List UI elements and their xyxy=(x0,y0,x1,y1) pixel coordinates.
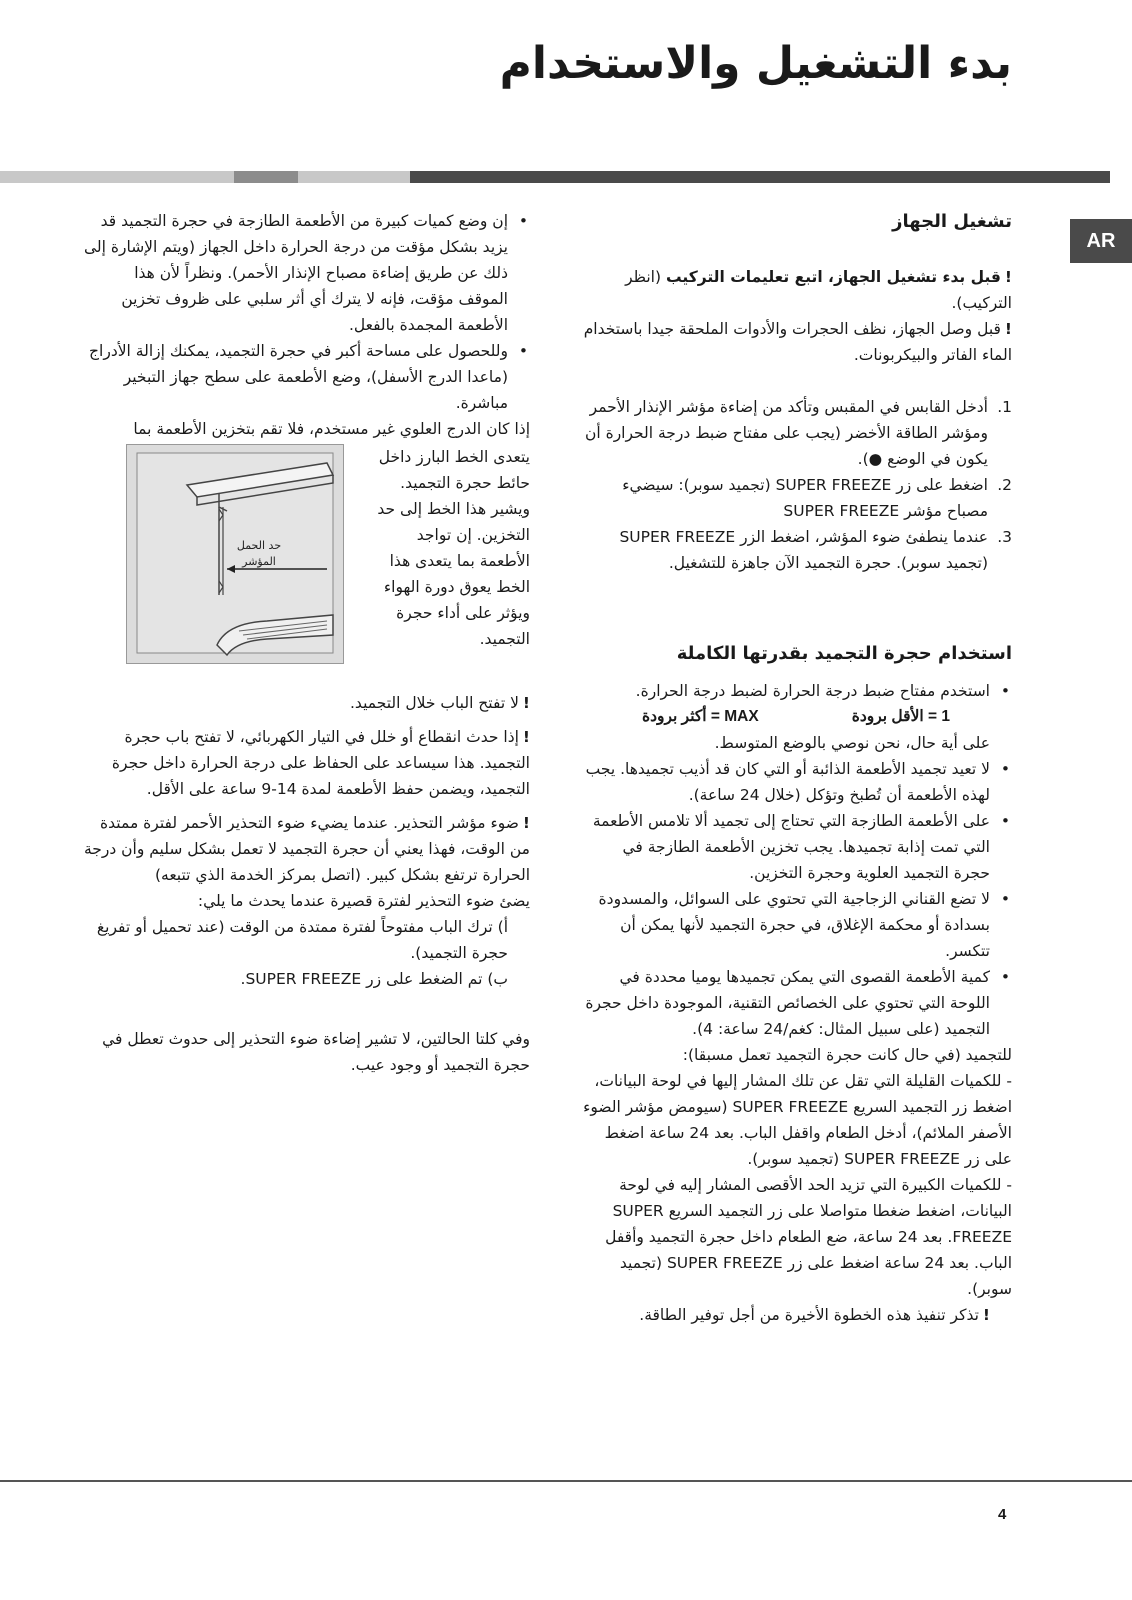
freezer-drawing xyxy=(127,445,343,663)
step-text: اضغط على زر SUPER FREEZE (تجميد سوبر): سيضيء مصباح مؤشر SUPER FREEZE xyxy=(622,476,988,520)
list-item: • كمية الأطعمة القصوى التي يمكن تجميدها يوميا محددة في اللوحة التي تحتوي على الخصائص التقنية، الموجودة داخل حجرة التجميد (على سبيل المثال: كغم/24 ساعة: 4). xyxy=(582,964,1012,1042)
prefrozen-note: للتجميد (في حال كانت حجرة التجميد تعمل مسبقا): xyxy=(682,1046,1012,1064)
scale-max: MAX = أكثر برودة xyxy=(642,708,759,725)
case-a: أ) ترك الباب مفتوحاً لفترة ممتدة من الوقت (عند تحميل أو تفريغ حجرة التجميد). xyxy=(96,918,508,962)
bullet-text: استخدم مفتاح ضبط درجة الحرارة لضبط درجة الحرارة. xyxy=(635,682,990,700)
large-quantity-note: - للكميات الكبيرة التي تزيد الحد الأقصى المشار إليه في لوحة البيانات، اضغط ضغطا متواصلا على زر التجميد السريع SUPER FREEZE. بعد 24 ساعة، ضع الطعام داخل حجرة التجميد وأقفل الباب. بعد 24 ساعة اضغط على زر SUPER FREEZE (تجميد سوبر). xyxy=(605,1176,1012,1298)
usage-bullets xyxy=(582,678,1012,1042)
warning-installation-tail: (انظر التركيب). xyxy=(625,268,1012,312)
warning-light-text: ضوء مؤشر التحذير. عندما يضيء ضوء التحذير الأحمر لفترة ممتدة من الوقت، فهذا يعني أن حجرة التجميد لا تعمل بشكل سليم وأن درجة الحرارة ترتفع بشكل كبير. (اتصل بمركز الخدمة الذي تتبعه) xyxy=(83,814,530,884)
bar-segment-light-2 xyxy=(298,171,410,183)
top-drawer-note: إذا كان الدرج العلوي غير مستخدم، فلا تقم بتخزين الأطعمة بما xyxy=(133,420,530,438)
warning-cleaning-text: قبل وصل الجهاز، نظف الحجرات والأدوات الملحقة جيدا باستخدام الماء الفاتر والبيكربونات. xyxy=(583,320,1012,364)
warning-cleaning xyxy=(582,316,1012,368)
right-column xyxy=(582,208,1012,1328)
warning-door xyxy=(80,690,530,716)
step-number: 3. xyxy=(997,528,1012,546)
step-item xyxy=(582,472,1012,524)
exclamation-icon: ! xyxy=(1004,268,1012,286)
figure-label-load-limit: حد الحمل xyxy=(236,539,282,552)
section-title-operation: تشغيل الجهاز xyxy=(892,211,1012,232)
left-column xyxy=(80,208,530,1078)
list-item: • وللحصول على مساحة أكبر في حجرة التجميد، يمكنك إزالة الأدراج (ماعدا الدرج الأسفل)، وضع الأطعمة على سطح جهاز التبخير مباشرة. xyxy=(80,338,530,416)
figure-caption: يتعدى الخط البارز داخل حائط حجرة التجميد. ويشير هذا الخط إلى حد التخزين. إن تواجد الأطعمة بما يتعدى هذا الخط يعوق دورة الهواء ويؤثر على أداء حجرة التجميد. xyxy=(377,448,530,648)
bar-segment-mid xyxy=(234,171,298,183)
step-item xyxy=(582,394,1012,472)
language-badge: AR xyxy=(1070,219,1132,263)
bar-segment-light xyxy=(0,171,234,183)
scale-min: 1 = الأقل برودة xyxy=(851,708,950,725)
list-item: • إن وضع كميات كبيرة من الأطعمة الطازجة في حجرة التجميد قد يزيد بشكل مؤقت من درجة الحرارة داخل الجهاز (ويتم الإشارة إلى ذلك عن طريق إضاءة مصباح الإنذار الأحمر). ونظراً لأن هذا الموقف مؤقت، فإنه لا يترك أي أثر سلبي على ظروف تخزين الأطعمة المجمدة بالفعل. xyxy=(80,208,530,338)
small-quantity-note: - للكميات القليلة التي تقل عن تلك المشار إليها في لوحة البيانات، اضغط زر التجميد السريع SUPER FREEZE (سيومض مؤشر الضوء الأصفر الملائم)، أدخل الطعام واقفل الباب. بعد 24 ساعة اضغط على زر SUPER FREEZE (تجميد سوبر). xyxy=(583,1072,1012,1168)
freezer-load-limit-figure xyxy=(126,444,344,664)
page-title: بدء التشغيل والاستخدام xyxy=(499,38,1012,89)
exclamation-icon: ! xyxy=(522,728,530,746)
step-item xyxy=(582,524,1012,576)
figure-label-indicator: المؤشر xyxy=(242,555,276,568)
freezer-bullets xyxy=(80,208,530,416)
list-item: • لا تعيد تجميد الأطعمة الذائبة أو التي كان قد أذيب تجميدها. يجب لهذه الأطعمة أن تُطبخ وتؤكل (خلال 24 ساعة). xyxy=(582,756,1012,808)
warning-door-text: لا تفتح الباب خلال التجميد. xyxy=(350,694,519,712)
bar-segment-dark xyxy=(410,171,1110,183)
warning-power xyxy=(80,724,530,802)
bullet-tail: على أية حال، نحن نوصي بالوضع المتوسط. xyxy=(714,734,990,752)
header-color-bar xyxy=(0,171,1132,183)
startup-steps xyxy=(582,394,1012,576)
short-light-note: يضئ ضوء التحذير لفترة قصيرة عندما يحدث ما يلي: xyxy=(197,892,530,910)
exclamation-icon: ! xyxy=(982,1306,990,1324)
section-title-full-capacity: استخدام حجرة التجميد بقدرتها الكاملة xyxy=(676,643,1012,664)
step-text: أدخل القابس في المقبس وتأكد من إضاءة مؤشر الإنذار الأحمر ومؤشر الطاقة الأخضر (يجب على مفتاح ضبط درجة الحرارة أن يكون في الوضع ●). xyxy=(584,398,988,468)
both-cases-note: وفي كلتا الحالتين، لا تشير إضاءة ضوء التحذير إلى حدوث تعطل في حجرة التجميد أو وجود عيب. xyxy=(102,1030,530,1074)
figure-row xyxy=(80,444,530,664)
step-number: 2. xyxy=(997,476,1012,494)
warning-light xyxy=(80,810,530,888)
remember-text: تذكر تنفيذ هذه الخطوة الأخيرة من أجل توفير الطاقة. xyxy=(639,1306,979,1324)
warning-power-text: إذا حدث انقطاع أو خلل في التيار الكهربائي، لا تفتح باب حجرة التجميد. هذا سيساعد على الحفاظ على درجة الحرارة داخل حجرة التجميد، ويضمن حفظ الأطعمة لمدة 14-9 ساعة على الأقل. xyxy=(111,728,530,798)
footer-rule xyxy=(0,1480,1132,1482)
exclamation-icon: ! xyxy=(1004,320,1012,338)
warning-installation xyxy=(582,264,1012,316)
step-number: 1. xyxy=(997,398,1012,416)
remember-note xyxy=(582,1302,1012,1328)
exclamation-icon: ! xyxy=(522,814,530,832)
list-item: • لا تضع القناني الزجاجية التي تحتوي على السوائل، والمسدودة بسدادة أو محكمة الإغلاق، في حجرة التجميد لأنها يمكن أن تتكسر. xyxy=(582,886,1012,964)
warning-installation-bold: قبل بدء تشغيل الجهاز، اتبع تعليمات التركيب xyxy=(665,268,1001,286)
case-b: ب) تم الضغط على زر SUPER FREEZE. xyxy=(240,970,508,988)
temperature-scale xyxy=(582,704,990,730)
exclamation-icon: ! xyxy=(522,694,530,712)
list-item xyxy=(582,678,1012,756)
list-item: • على الأطعمة الطازجة التي تحتاج إلى تجميد ألا تلامس الأطعمة التي تمت إذابة تجميدها. يجب تخزين الأطعمة الطازجة في حجرة التجميد العلوية وحجرة التخزين. xyxy=(582,808,1012,886)
step-text: عندما ينطفئ ضوء المؤشر، اضغط الزر SUPER FREEZE (تجميد سوبر). حجرة التجميد الآن جاهزة للتشغيل. xyxy=(619,528,988,572)
page-number: 4 xyxy=(998,1506,1007,1523)
